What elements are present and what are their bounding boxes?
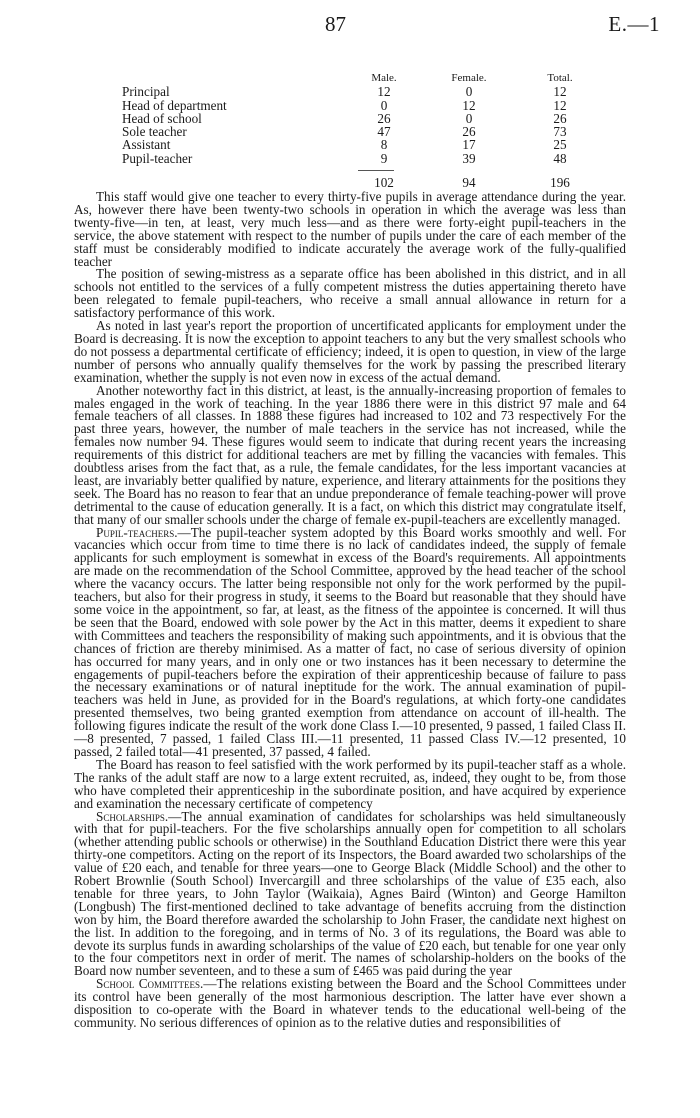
page-number: 87 [325, 12, 346, 36]
table-row [122, 112, 592, 125]
paragraph-text: Another noteworthy fact in this district, at least, is the annually-increasing proportion of females to males engaged in the work of teaching. In the year 1886 there were in this district 97 male and 64 female teachers of all classes. In 1888 these figures had increased to 102 and 73 respectively For the past three years, however, the number of male teachers in the service has not increased, while the females now number 94. These figures would seem to indicate that during recent years the increasing requirements of this district for additional teachers are met by filling the vacancies with females. This doubtless arises from the fact that, as a rule, the female candidates, for the less important vacancies at least, are invariably better qualified by nature, experience, and literary attainments for the positions they seek. The Board has no reason to fear that an undue preponderance of female teaching-power will prove detrimental to the cause of education generally. It is a fact, on which this district may congratulate itself, that many of our smaller schools under the charge of female ex-pupil-teachers are excellently managed. [74, 382, 626, 527]
paragraph [74, 268, 626, 320]
staff-table [122, 72, 592, 189]
table-cell: 12 [462, 97, 476, 113]
paragraph-text: This staff would give one teacher to every thirty-five pupils in average attendance during the year. As, however there have been twenty-two schools in operation in which the average was less than twenty-five—in ten, at least, very much less—and as there were forty-eight pupil-teachers in the service, the above statement with respect to the number of pupils under the care of each member of the staff must be considerably modified to indicate accurately the average work of the fully-qualified teacher [74, 189, 626, 269]
table-cell: 8 [380, 137, 388, 153]
table-row [122, 152, 592, 165]
table-row [122, 138, 592, 151]
table-cell: 47 [377, 124, 391, 140]
table-cell: 73 [553, 124, 567, 140]
section-heading: Scholarships. [96, 808, 169, 824]
report-code: E.—1 [608, 12, 660, 36]
table-cell: 12 [377, 84, 391, 100]
table-cell: 26 [553, 110, 567, 126]
paragraph-text: As noted in last year's report the proportion of uncertificated applicants for employment under the Board is decreasing. It is now the exception to appoint teachers to any but the very smallest schools who do not possess a departmental certificate of efficiency; indeed, it is open to question, in view of the large number of persons who annually qualify themselves for the work by passing the prescribed literary examination, whether the supply is not even now in excess of the actual demand. [74, 318, 626, 385]
table-cell: Assistant [122, 137, 171, 153]
paragraph-text: —The relations existing between the Board and the School Committees under its control have been generally of the most harmonious description. The latter have ever shown a disposition to co-operate with the Board in whatever tends to the educational well-being of the community. No serious differences of opinion as to the relative duties and responsibilities of [74, 976, 626, 1030]
table-header-cell: Female. [451, 72, 487, 84]
paragraph [74, 808, 626, 979]
paragraph [74, 978, 626, 1030]
table-header-cell: Total. [547, 72, 573, 84]
table-cell: 9 [380, 150, 388, 166]
table-row [122, 125, 592, 138]
total-female: 94 [462, 175, 476, 191]
table-cell: 12 [553, 97, 567, 113]
table-totals-row [122, 176, 592, 189]
table-cell: 12 [553, 84, 567, 100]
total-all: 196 [550, 175, 570, 191]
report-body [74, 191, 626, 1030]
paragraph [74, 191, 626, 268]
table-cell: Head of school [122, 110, 202, 126]
sum-rule [382, 165, 394, 175]
sum-rule-row [122, 165, 592, 175]
table-cell: 0 [380, 97, 388, 113]
sum-rule [358, 165, 370, 175]
table-header-cell [122, 72, 358, 85]
table-cell: 0 [465, 84, 473, 100]
table-cell: 39 [462, 150, 476, 166]
table-row [122, 99, 592, 112]
table-cell: 25 [553, 137, 567, 153]
table-header-row [122, 72, 592, 85]
table-cell: 0 [465, 110, 473, 126]
paragraph [74, 320, 626, 385]
table-cell: Sole teacher [122, 124, 187, 140]
table-cell: 17 [462, 137, 476, 153]
section-heading: Pupil-teachers. [96, 524, 178, 540]
section-heading: School Committees. [96, 976, 204, 992]
sum-rule [370, 165, 382, 175]
table-cell: Head of department [122, 97, 227, 113]
paragraph [74, 382, 626, 527]
table-row [122, 85, 592, 98]
paragraph-text: The Board has reason to feel satisfied with the work performed by its pupil-teacher staff as a whole. The ranks of the adult staff are now to a large extent recruited, as, indeed, they ought to be, from those who have completed their apprenticeship in the subordinate position, and have acquired by experience and examination the necessary certificate of competency [74, 756, 626, 811]
paragraph [74, 756, 626, 811]
table-header-cell: Male. [371, 72, 397, 84]
total-male: 102 [374, 175, 394, 191]
table-cell: 26 [377, 110, 391, 126]
paragraph-text: —The pupil-teacher system adopted by this Board works smoothly and well. For vacancies which occur from time to time there is no lack of candidates indeed, the supply of female applicants for such employment is somewhat in excess of the Board's requirements. All appointments are made on the recommendation of the School Committee, approved by the head teacher of the school where the vacancy occurs. The latter being responsible not only for the work performed by the pupil-teachers, but also for their progress in study, it seems to the Board but reasonable that they should have some voice in the appointment, so far, at least, as the fitness of the appointee is concerned. It will thus be seen that the Board, endowed with sole power by the Act in this matter, deems it expedient to share with Committees and teachers the responsibility of making such appointments, and it is obvious that the chances of friction are thereby minimised. As a matter of fact, no case of serious diversity of opinion has occurred for many years, and in only one or two instances has it been necessary to determine the engagements of pupil-teachers before the expiration of their apprenticeship because of failure to pass the necessary examinations or of natural ineptitude for the work. The annual examination of pupil-teachers was held in June, as provided for in the Board's regulations, at which forty-one candidates presented themselves, two being granted exemption from attendance on account of ill-health. The following figures indicate the result of the work done Class I.—10 presented, 9 passed, 1 failed Class II.—8 presented, 7 passed, 1 failed Class III.—11 presented, 11 passed Class IV.—12 presented, 10 passed, 2 failed total—41 presented, 37 passed, 4 failed. [74, 524, 626, 759]
paragraph-text: The position of sewing-mistress as a separate office has been abolished in this district, and in all schools not entitled to the services of a fully competent mistress the duties appertaining thereto have been relegated to female pupil-teachers, who receive a small annual allowance in return for a satisfactory performance of this work. [74, 266, 626, 321]
paragraph [74, 524, 626, 759]
page-header [0, 12, 700, 48]
table-cell: Pupil-teacher [122, 150, 193, 166]
paragraph-text: —The annual examination of candidates for scholarships was held simultaneously with that for pupil-teachers. For the five scholarships annually open for competition to all scholars (whether attending public schools or otherwise) in the Southland Education District there were this year thirty-one competitors. Acting on the report of its Inspectors, the Board awarded two scholarships of the value of £20 each, and tenable for three years—one to George Black (Middle School) and the other to Robert Brownlie (South School) Invercargill and three scholarships of the value of £35 each, also tenable for three years, to John Taylor (Waikaia), Agnes Baird (Winton) and George Hamilton (Longbush) The first-mentioned declined to take advantage of benefits accruing from the distinction won by him, the Board therefore awarded the scholarship to John Fraser, the candidate next highest on the list. In addition to the foregoing, and in terms of No. 3 of its regulations, the Board was able to devote its surplus funds in awarding scholarships of the value of £20 each, but tenable for one year only to the four competitors next in order of merit. The names of scholarship-holders on the books of the Board now number seventeen, and to these a sum of £465 was paid during the year [74, 808, 626, 979]
table-cell: Principal [122, 84, 170, 100]
table-cell: 26 [462, 124, 476, 140]
table-cell: 48 [553, 150, 567, 166]
